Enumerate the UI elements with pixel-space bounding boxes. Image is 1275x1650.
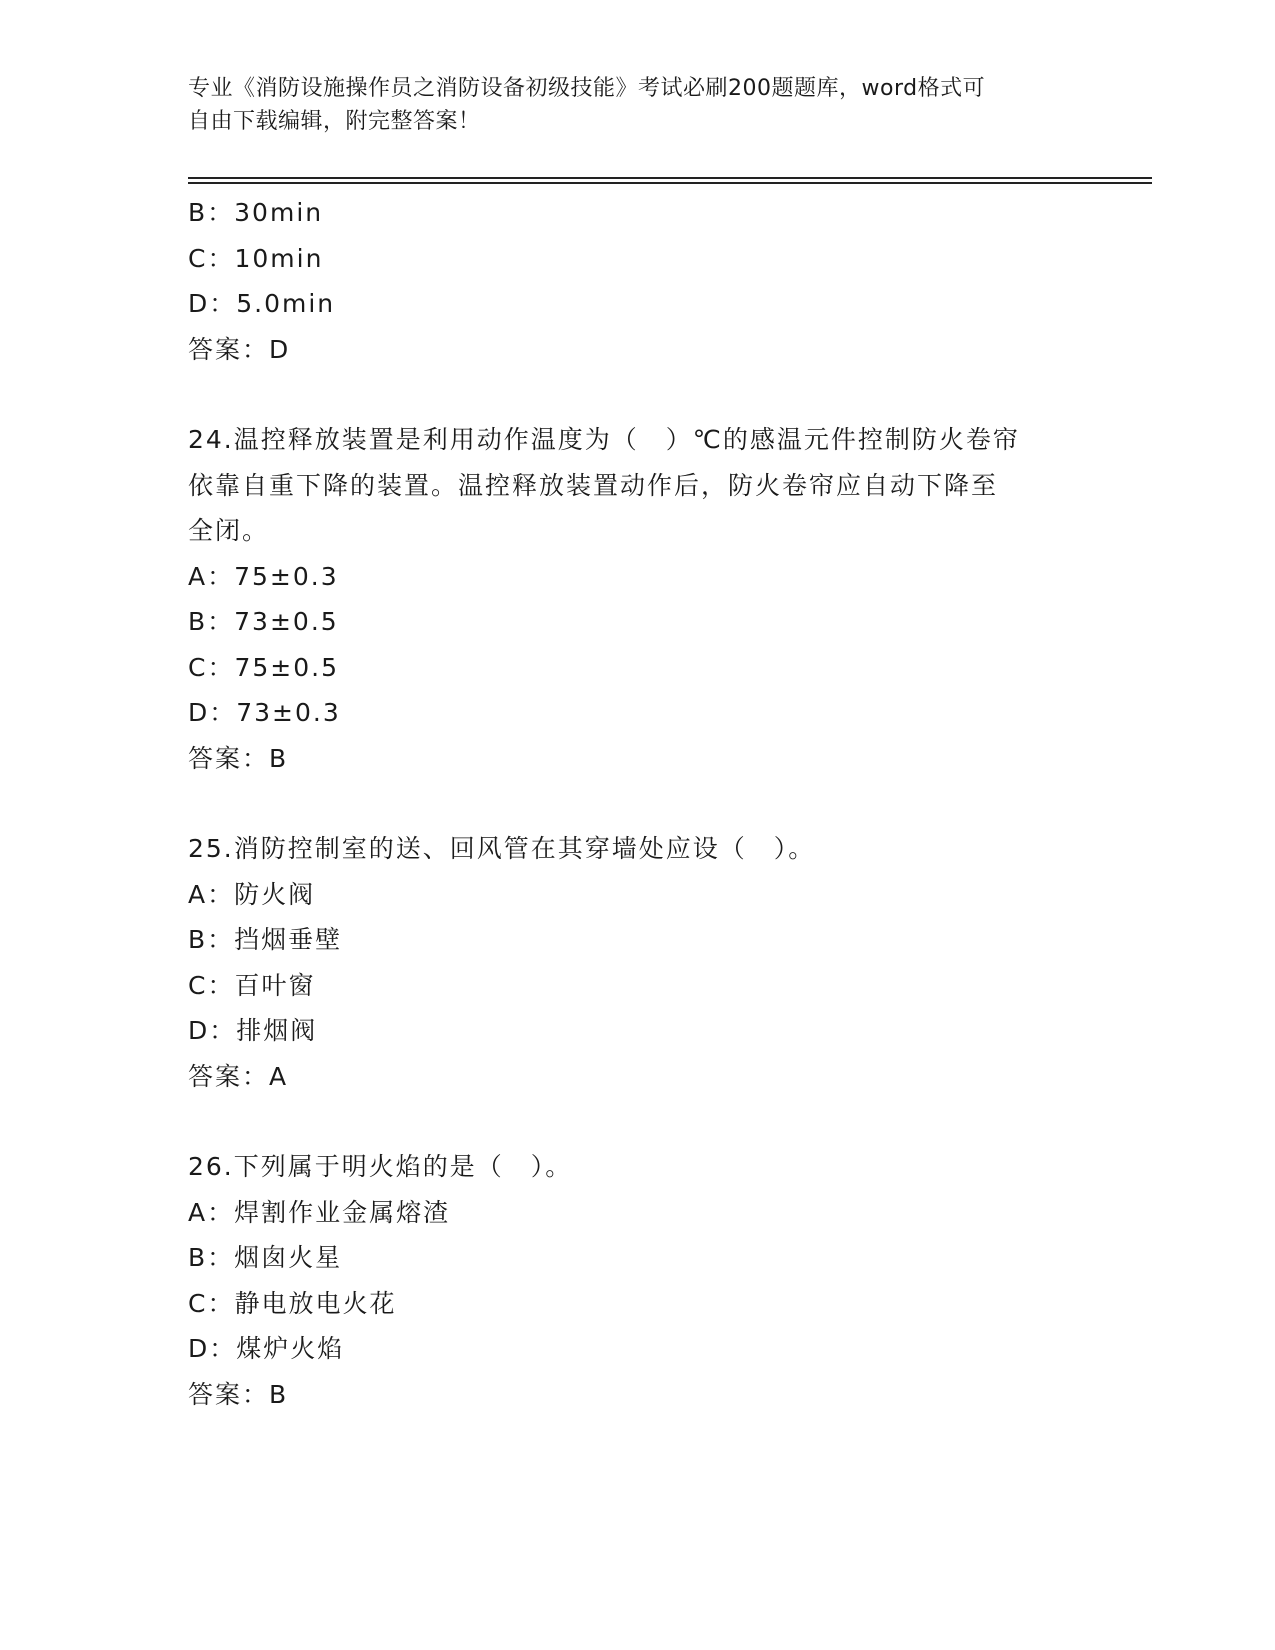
question-25 bbox=[188, 826, 1088, 1099]
header-line-2: 自由下载编辑，附完整答案！ bbox=[188, 109, 481, 134]
question-text-line: 25.消防控制室的送、回风管在其穿墙处应设（ ）。 bbox=[188, 834, 816, 863]
header-line-1: 专业《消防设施操作员之消防设备初级技能》考试必刷200题题库，word格式可 bbox=[188, 76, 986, 101]
option-c: C：百叶窗 bbox=[188, 970, 316, 1000]
spacer bbox=[188, 781, 1088, 826]
header-divider-top bbox=[188, 177, 1152, 179]
question-26 bbox=[188, 1144, 1088, 1417]
document-header bbox=[188, 72, 1088, 138]
question-text-line: 24.温控释放装置是利用动作温度为（ ）℃的感温元件控制防火卷帘 bbox=[188, 425, 1020, 454]
answer-line: 答案：A bbox=[188, 1061, 289, 1091]
option-d: D：5.0min bbox=[188, 289, 336, 318]
header-divider-bottom bbox=[188, 182, 1152, 184]
option-b: B：73±0.5 bbox=[188, 607, 339, 636]
option-b: B：烟囱火星 bbox=[188, 1243, 343, 1272]
question-24 bbox=[188, 417, 1088, 781]
question-text-line: 全闭。 bbox=[188, 516, 270, 545]
previous-question-tail bbox=[188, 190, 1088, 372]
option-c: C：75±0.5 bbox=[188, 652, 339, 682]
answer-line: 答案：B bbox=[188, 1379, 289, 1409]
option-b: B：30min bbox=[188, 198, 324, 227]
answer-line: 答案：D bbox=[188, 334, 291, 364]
option-a: A：防火阀 bbox=[188, 879, 316, 909]
option-d: D：排烟阀 bbox=[188, 1016, 318, 1045]
document-body bbox=[188, 190, 1088, 1417]
option-a: A：75±0.3 bbox=[188, 561, 339, 591]
option-a: A：焊割作业金属熔渣 bbox=[188, 1197, 451, 1227]
spacer bbox=[188, 372, 1088, 417]
option-d: D：煤炉火焰 bbox=[188, 1334, 345, 1363]
spacer bbox=[188, 1099, 1088, 1144]
option-c: C：静电放电火花 bbox=[188, 1288, 397, 1318]
question-text-line: 26.下列属于明火焰的是（ ）。 bbox=[188, 1152, 573, 1181]
question-text-line: 依靠自重下降的装置。温控释放装置动作后，防火卷帘应自动下降至 bbox=[188, 470, 999, 500]
option-d: D：73±0.3 bbox=[188, 698, 341, 727]
option-b: B：挡烟垂壁 bbox=[188, 925, 343, 954]
option-c: C：10min bbox=[188, 243, 324, 273]
answer-line: 答案：B bbox=[188, 743, 289, 773]
